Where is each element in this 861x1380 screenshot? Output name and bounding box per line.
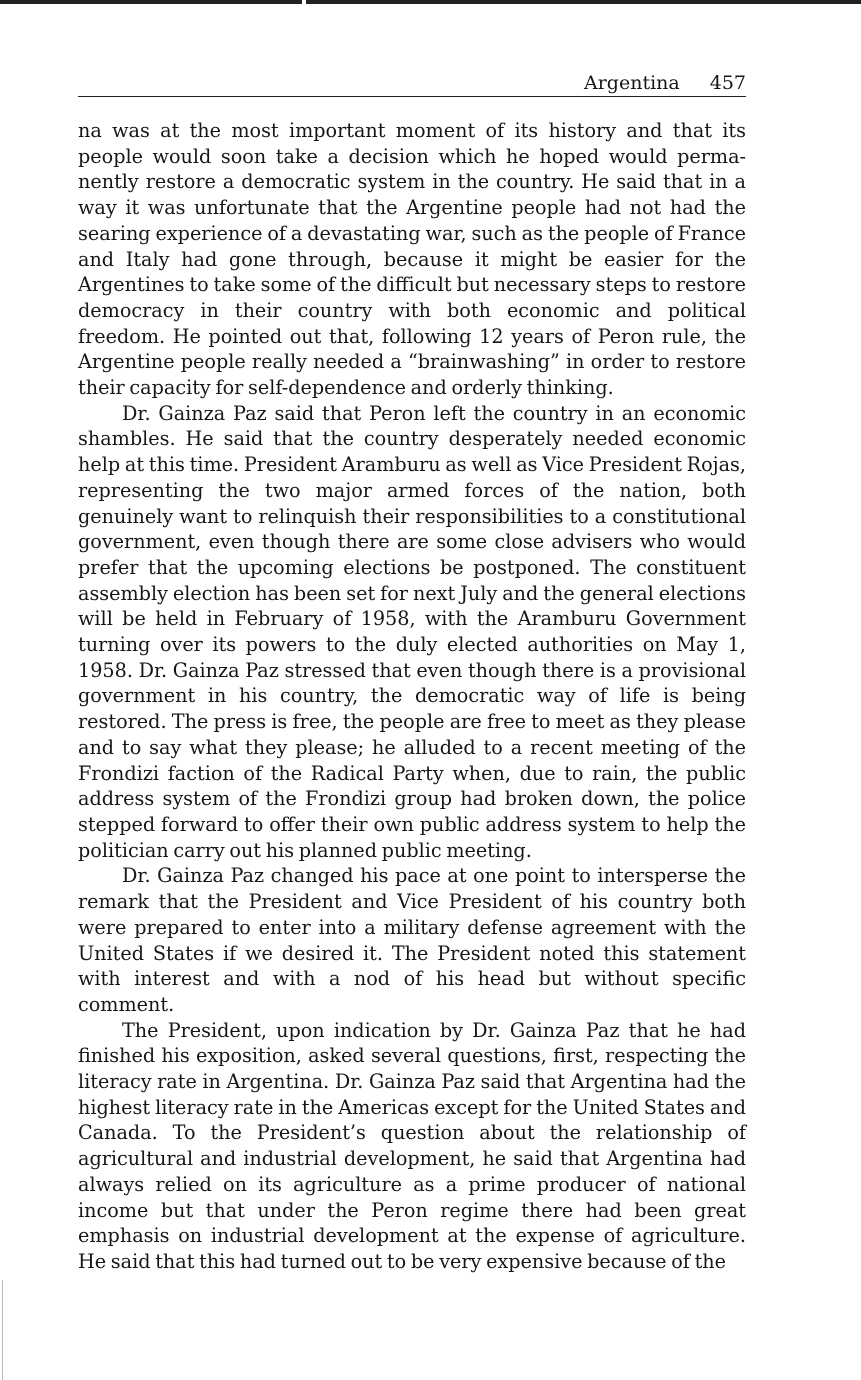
running-header	[78, 71, 746, 97]
paragraph-peron-shambles: Dr. Gainza Paz said that Peron left the country in an economic shambles. He said that the country desperately needed economic help at this time. President Aramburu as well as Vice President Rojas, representing the two major armed forces of the nation, both genuinely want to relinquish their responsibilities to a constitutional government, even though there are some close advisers who would prefer that the upcoming elections be postponed. The constituent assembly election has been set for next July and the general elections will be held in February of 1958, with the Aramburu Government turning over its powers to the duly elected authorities on May 1, 1958. Dr. Gainza Paz stressed that even though there is a provisional government in his country, the democratic way of life is being restored. The press is free, the people are free to meet as they please and to say what they please; he alluded to a recent meeting of the Frondizi faction of the Radical Party when, due to rain, the public address system of the Frondizi group had broken down, the police stepped forward to offer their own public address system to help the politician carry out his planned public meeting.	[78, 401, 746, 862]
paragraph-continued: na was at the most important moment of its history and that its people would soon take a decision which he hoped would perma- nently restore a democratic system in the country. He said that in a way it was unfortunate that the Argentine people had not had the searing experience of a devastating war, such as the people of France and Italy had gone through, because it might be easier for the Argentines to take some of the difficult but necessary steps to restore democracy in their country with both economic and political freedom. He pointed out that, following 12 years of Peron rule, the Argentine people really needed a “brainwashing” in order to restore their capacity for self-dependence and orderly thinking.	[78, 119, 746, 400]
top-border-gap	[302, 0, 306, 4]
page-body	[78, 118, 746, 1275]
running-title: Argentina	[584, 72, 680, 94]
scan-edge-mark	[2, 1280, 3, 1380]
paragraph-literacy: The President, upon indication by Dr. Gainza Paz that he had finished his exposition, asked several questions, first, respecting the literacy rate in Argentina. Dr. Gainza Paz said that Argentina had the highest literacy rate in the Americas except for the United States and Canada. To the President’s question about the relationship of agricultural and industrial development, he said that Argentina had always relied on its agriculture as a prime producer of national income but that under the Peron regime there had been great emphasis on industrial development at the expense of agriculture. He said that this had turned out to be very expensive because of the	[78, 1018, 746, 1273]
paragraph-defense-agreement: Dr. Gainza Paz changed his pace at one point to intersperse the remark that the President and Vice President of his country both were prepared to enter into a military defense agreement with the United States if we desired it. The President noted this statement with interest and with a nod of his head but without specific comment.	[78, 864, 746, 1016]
top-border-rule	[0, 0, 861, 4]
page-number: 457	[709, 72, 746, 94]
